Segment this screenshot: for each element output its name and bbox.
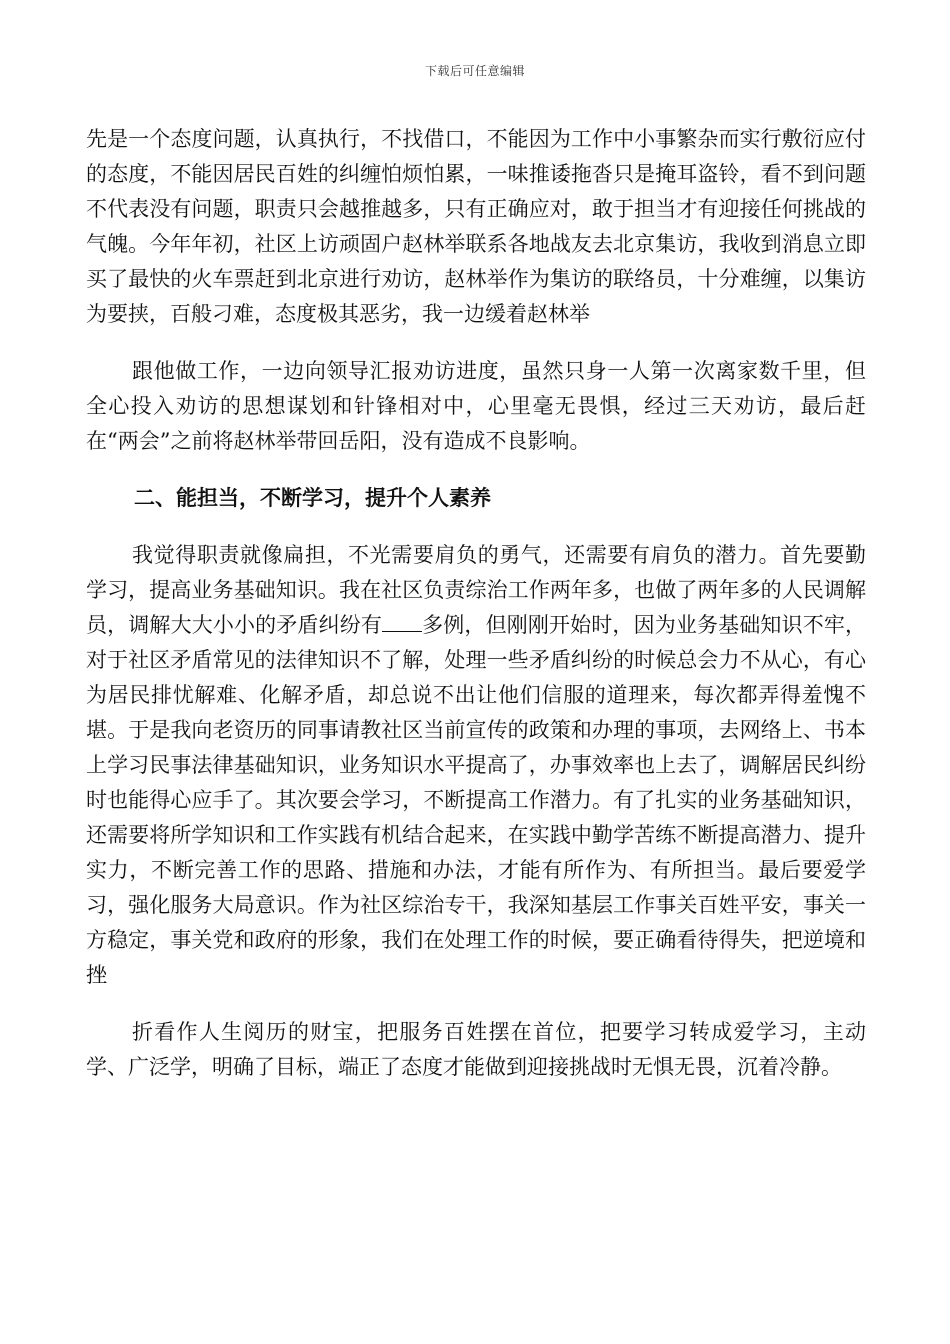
fill-in-blank bbox=[382, 611, 422, 632]
paragraph-3-part-2: 多例，但刚刚开始时，因为业务基础知识不牢，对于社区矛盾常见的法律知识不了解，处理一些矛盾纠纷的时候总会力不从心，有心为居民排忧解难、化解矛盾，却总说不出让他们信服的道理来，每次都弄得羞愧不堪。于是我向老资历的同事请教社区当前宣传的政策和办理的事项，去网络上、书本上学习民事法律基础知识，业务知识水平提高了，办事效率也上去了，调解居民纠纷时也能得心应手了。其次要会学习，不断提高工作潜力。有了扎实的业务基础知识，还需要将所学知识和工作实践有机结合起来，在实践中勤学苦练不断提高潜力、提升实力，不断完善工作的思路、措施和办法，才能有所作为、有所担当。最后要爱学习，强化服务大局意识。作为社区综治专干，我深知基层工作事关百姓平安，事关一方稳定，事关党和政府的形象，我们在处理工作的时候，要正确看待得失，把逆境和挫 bbox=[86, 613, 866, 987]
document-body bbox=[86, 122, 866, 1107]
header-note: 下载后可任意编辑 bbox=[424, 64, 525, 78]
section-heading-2: 二、能担当，不断学习，提升个人素养 bbox=[134, 486, 491, 510]
paragraph-1: 先是一个态度问题，认真执行，不找借口，不能因为工作中小事繁杂而实行敷衍应付的态度，不能因居民百姓的纠缠怕烦怕累，一味推诿拖沓只是掩耳盗铃，看不到问题不代表没有问题，职责只会越推越多，只有正确应对，敢于担当才有迎接任何挑战的气魄。今年年初，社区上访顽固户赵林举联系各地战友去北京集访，我收到消息立即买了最快的火车票赶到北京进行劝访，赵林举作为集访的联络员，十分难缠，以集访为要挟，百般刁难，态度极其恶劣，我一边缓着赵林举 bbox=[86, 127, 866, 326]
paragraph-3 bbox=[86, 538, 866, 993]
paragraph-2: 跟他做工作，一边向领导汇报劝访进度，虽然只身一人第一次离家数千里，但全心投入劝访的思想谋划和针锋相对中，心里毫无畏惧，经过三天劝访，最后赶在“两会”之前将赵林举带回岳阳，没有造成不良影响。 bbox=[86, 359, 866, 453]
paragraph-4: 折看作人生阅历的财宝，把服务百姓摆在首位，把要学习转成爱学习，主动学、广泛学，明确了目标，端正了态度才能做到迎接挑战时无惧无畏，沉着冷静。 bbox=[86, 1020, 866, 1079]
paragraph-3-part-1: 我觉得职责就像扁担，不光需要肩负的勇气，还需要有肩负的潜力。首先要勤学习，提高业务基础知识。我在社区负责综治工作两年多，也做了两年多的人民调解员，调解大大小小的矛盾纠纷有 bbox=[86, 543, 866, 637]
